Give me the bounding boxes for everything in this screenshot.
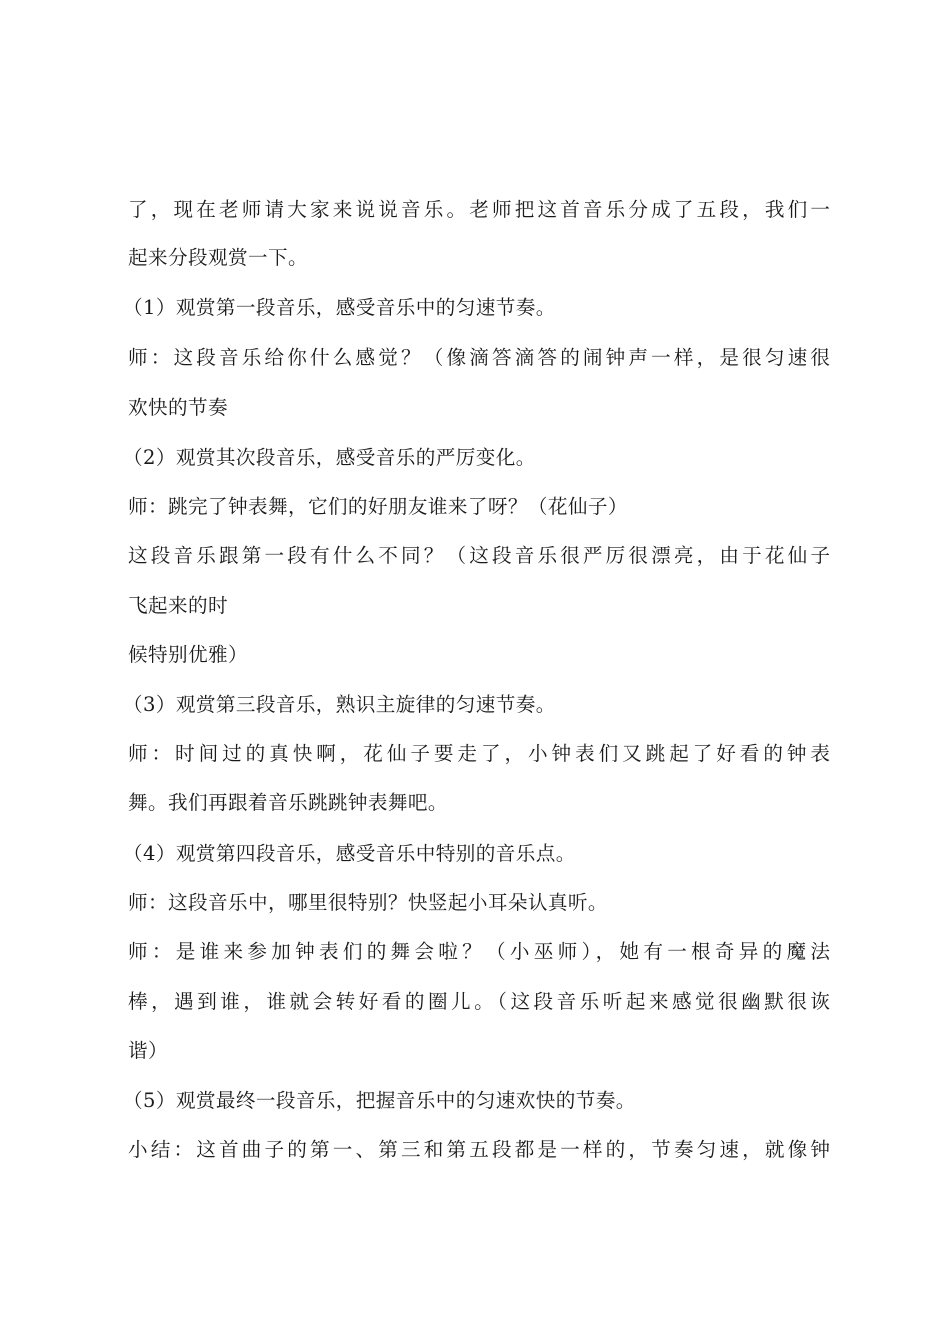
text-line: 小结：这首曲子的第一、第三和第五段都是一样的，节奏匀速，就像钟 [128, 1138, 830, 1161]
text-line: 谐） [128, 1039, 168, 1062]
text-line: 候特别优雅） [128, 643, 248, 666]
text-line: 欢快的节奏 [128, 396, 228, 419]
text-line: 师：是谁来参加钟表们的舞会啦？（小巫师），她有一根奇异的魔法 [128, 940, 830, 963]
text-line: 师：跳完了钟表舞，它们的好朋友谁来了呀？（花仙子） [128, 495, 628, 518]
section-heading-3: （3）观赏第三段音乐，熟识主旋律的匀速节奏。 [123, 693, 556, 716]
section-heading-5: （5）观赏最终一段音乐，把握音乐中的匀速欢快的节奏。 [123, 1089, 636, 1112]
text-line: 这段音乐跟第一段有什么不同？（这段音乐很严厉很漂亮，由于花仙子 [128, 544, 830, 567]
text-line: 师：时间过的真快啊，花仙子要走了，小钟表们又跳起了好看的钟表 [128, 742, 830, 765]
text-line: 棒，遇到谁，谁就会转好看的圈儿。（这段音乐听起来感觉很幽默很诙 [128, 990, 830, 1013]
text-line: 舞。我们再跟着音乐跳跳钟表舞吧。 [128, 791, 448, 814]
section-heading-1: （1）观赏第一段音乐，感受音乐中的匀速节奏。 [123, 296, 556, 319]
section-heading-4: （4）观赏第四段音乐，感受音乐中特别的音乐点。 [123, 842, 576, 865]
section-heading-2: （2）观赏其次段音乐，感受音乐的严厉变化。 [123, 446, 536, 469]
text-line: 师：这段音乐给你什么感觉？（像滴答滴答的闹钟声一样，是很匀速很 [128, 346, 830, 369]
text-line: 起来分段观赏一下。 [128, 246, 308, 269]
text-line: 飞起来的时 [128, 594, 228, 617]
text-line: 了，现在老师请大家来说说音乐。老师把这首音乐分成了五段，我们一 [128, 198, 830, 221]
text-line: 师：这段音乐中，哪里很特别？快竖起小耳朵认真听。 [128, 891, 608, 914]
